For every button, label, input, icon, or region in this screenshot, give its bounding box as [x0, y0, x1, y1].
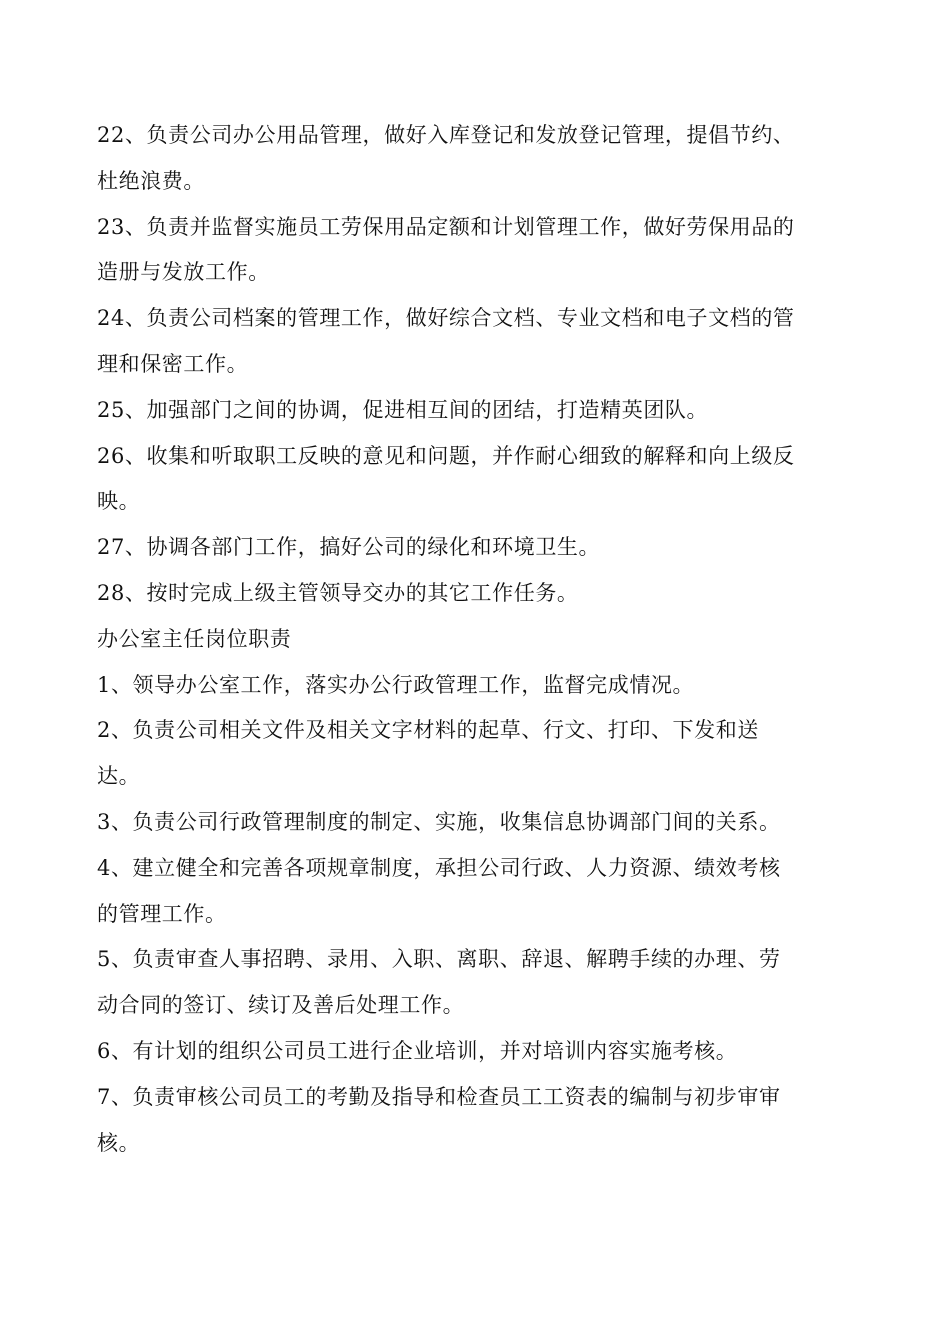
- paragraph-item-5: 5、负责审查人事招聘、录用、入职、离职、辞退、解聘手续的办理、劳动合同的签订、续订及善后处理工作。: [97, 947, 781, 1018]
- document-body: [97, 113, 797, 1166]
- paragraph-item-4: 4、建立健全和完善各项规章制度，承担公司行政、人力资源、绩效考核的管理工作。: [97, 855, 781, 926]
- paragraph-item-23: 23、负责并监督实施员工劳保用品定额和计划管理工作，做好劳保用品的造册与发放工作。: [97, 214, 795, 285]
- paragraph-item-6: 6、有计划的组织公司员工进行企业培训，并对培训内容实施考核。: [97, 1038, 738, 1063]
- paragraph-item-24: 24、负责公司档案的管理工作，做好综合文档、专业文档和电子文档的管理和保密工作。: [97, 306, 795, 376]
- paragraph-item-1: 1、领导办公室工作，落实办公行政管理工作，监督完成情况。: [97, 672, 695, 697]
- paragraph-item-3: 3、负责公司行政管理制度的制定、实施，收集信息协调部门间的关系。: [97, 809, 781, 834]
- paragraph-item-27: 27、协调各部门工作，搞好公司的绿化和环境卫生。: [97, 535, 601, 560]
- paragraph-item-22: 22、负责公司办公用品管理，做好入库登记和发放登记管理，提倡节约、杜绝浪费。: [97, 123, 795, 193]
- paragraph-item-2: 2、负责公司相关文件及相关文字材料的起草、行文、打印、下发和送达。: [97, 718, 759, 789]
- paragraph-item-26: 26、收集和听取职工反映的意见和问题，并作耐心细致的解释和向上级反映。: [97, 443, 795, 514]
- paragraph-item-25: 25、加强部门之间的协调，促进相互间的团结，打造精英团队。: [97, 397, 709, 422]
- section-heading: 办公室主任岗位职责: [97, 626, 292, 651]
- paragraph-item-7: 7、负责审核公司员工的考勤及指导和检查员工工资表的编制与初步审审核。: [97, 1084, 781, 1155]
- paragraph-item-28: 28、按时完成上级主管领导交办的其它工作任务。: [97, 580, 579, 605]
